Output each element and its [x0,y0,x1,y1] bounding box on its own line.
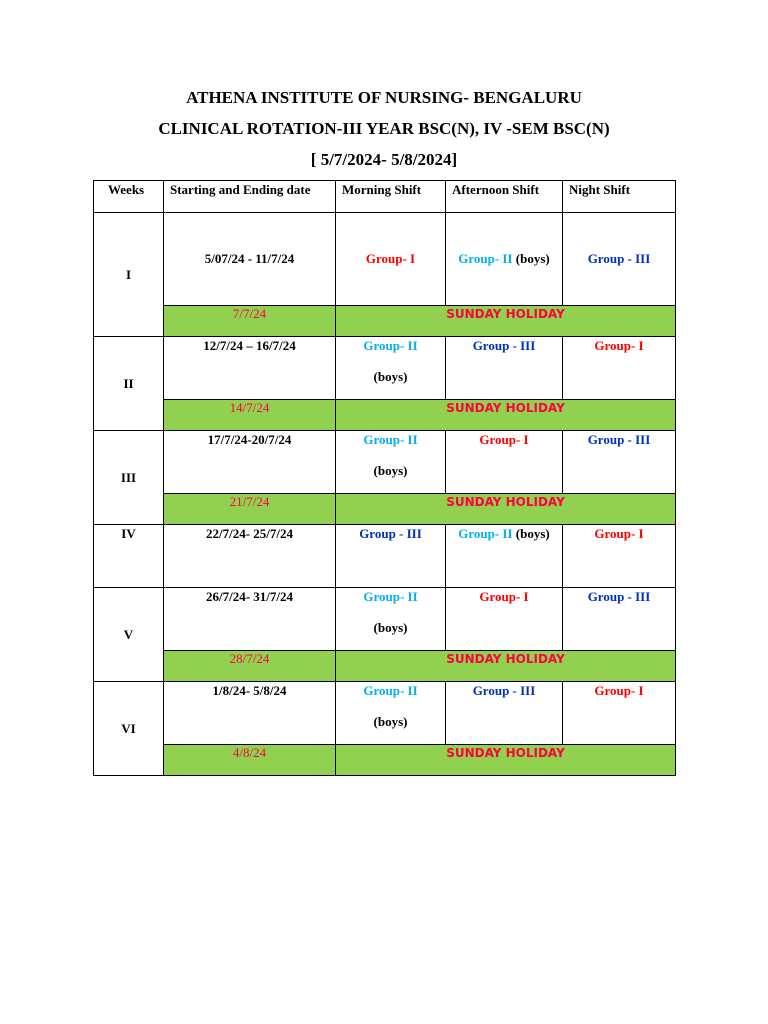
table-row [94,431,676,494]
table-row [94,682,676,745]
week-cell [94,525,164,588]
date-range: 5/07/24 - 11/7/24 [204,251,295,266]
group-label: Group - III [587,589,651,604]
group-label: Group - III [472,683,536,698]
week-cell [94,682,164,776]
week-cell [94,588,164,682]
date-cell [164,213,336,306]
group-label: Group- I [594,338,644,353]
week-label: VI [121,720,136,736]
table-row [94,337,676,400]
rotation-table [93,180,676,776]
holiday-label: SUNDAY HOLIDAY [336,745,676,776]
holiday-row [94,651,676,682]
holiday-row [94,745,676,776]
table-row [94,525,676,588]
date-range: 12/7/24 – 16/7/24 [203,338,296,353]
col-header-morning: Morning Shift [336,181,446,213]
date-cell [164,525,336,588]
morning-cell [336,337,446,400]
date-cell [164,337,336,400]
group-label: Group- I [365,251,416,266]
afternoon-cell [446,588,563,651]
group-label: Group - III [587,432,651,447]
holiday-date: 14/7/24 [164,400,336,431]
group-label: Group- II [458,251,513,266]
group-label: Group - III [472,338,536,353]
rotation-subtitle: CLINICAL ROTATION-III YEAR BSC(N), IV -SEM BSC(N) [158,119,610,138]
institute-title: ATHENA INSTITUTE OF NURSING- BENGALURU [186,88,582,107]
afternoon-cell [446,213,563,306]
date-cell [164,588,336,651]
group-label: Group- II [363,589,418,604]
afternoon-cell [446,682,563,745]
holiday-label: SUNDAY HOLIDAY [336,651,676,682]
night-cell [563,588,676,651]
morning-cell [336,213,446,306]
night-cell [563,337,676,400]
group-label: Group - III [587,251,651,266]
date-cell [164,682,336,745]
header-row [94,181,676,213]
week-label: V [123,626,134,642]
boys-note: (boys) [373,369,408,384]
holiday-row [94,400,676,431]
night-cell [563,525,676,588]
night-cell [563,431,676,494]
night-cell [563,213,676,306]
group-label: Group- II [363,338,418,353]
week-cell [94,213,164,337]
boys-note: (boys) [373,714,408,729]
holiday-label: SUNDAY HOLIDAY [336,400,676,431]
holiday-date: 28/7/24 [164,651,336,682]
week-label: IV [121,526,136,541]
col-header-weeks: Weeks [94,181,164,213]
afternoon-cell [446,337,563,400]
holiday-label: SUNDAY HOLIDAY [336,494,676,525]
group-label: Group- II [458,526,513,541]
morning-cell [336,431,446,494]
week-label: I [125,266,132,282]
night-cell [563,682,676,745]
boys-note: (boys) [515,251,550,266]
date-cell [164,431,336,494]
week-cell [94,337,164,431]
morning-cell [336,682,446,745]
col-header-afternoon: Afternoon Shift [446,181,563,213]
holiday-date: 7/7/24 [164,306,336,337]
week-label: II [123,375,134,391]
group-label: Group- I [594,526,644,541]
col-header-dates: Starting and Ending date [164,181,336,213]
holiday-date: 4/8/24 [164,745,336,776]
morning-cell [336,525,446,588]
morning-cell [336,588,446,651]
afternoon-cell [446,525,563,588]
date-range: 17/7/24-20/7/24 [207,432,292,447]
holiday-row [94,494,676,525]
group-label: Group - III [359,526,422,541]
group-label: Group- II [363,432,418,447]
group-label: Group- II [363,683,418,698]
group-label: Group- I [479,432,529,447]
rotation-period: [ 5/7/2024- 5/8/2024] [310,150,458,169]
table-row [94,588,676,651]
boys-note: (boys) [373,620,408,635]
table-row [94,213,676,306]
week-label: III [120,469,137,485]
date-range: 1/8/24- 5/8/24 [212,683,287,698]
col-header-night: Night Shift [563,181,676,213]
afternoon-cell [446,431,563,494]
boys-note: (boys) [373,463,408,478]
date-range: 22/7/24- 25/7/24 [205,526,294,541]
holiday-label: SUNDAY HOLIDAY [336,306,676,337]
week-cell [94,431,164,525]
group-label: Group- I [594,683,644,698]
date-range: 26/7/24- 31/7/24 [205,589,294,604]
group-label: Group- I [479,589,529,604]
holiday-row [94,306,676,337]
boys-note: (boys) [515,526,550,541]
holiday-date: 21/7/24 [164,494,336,525]
